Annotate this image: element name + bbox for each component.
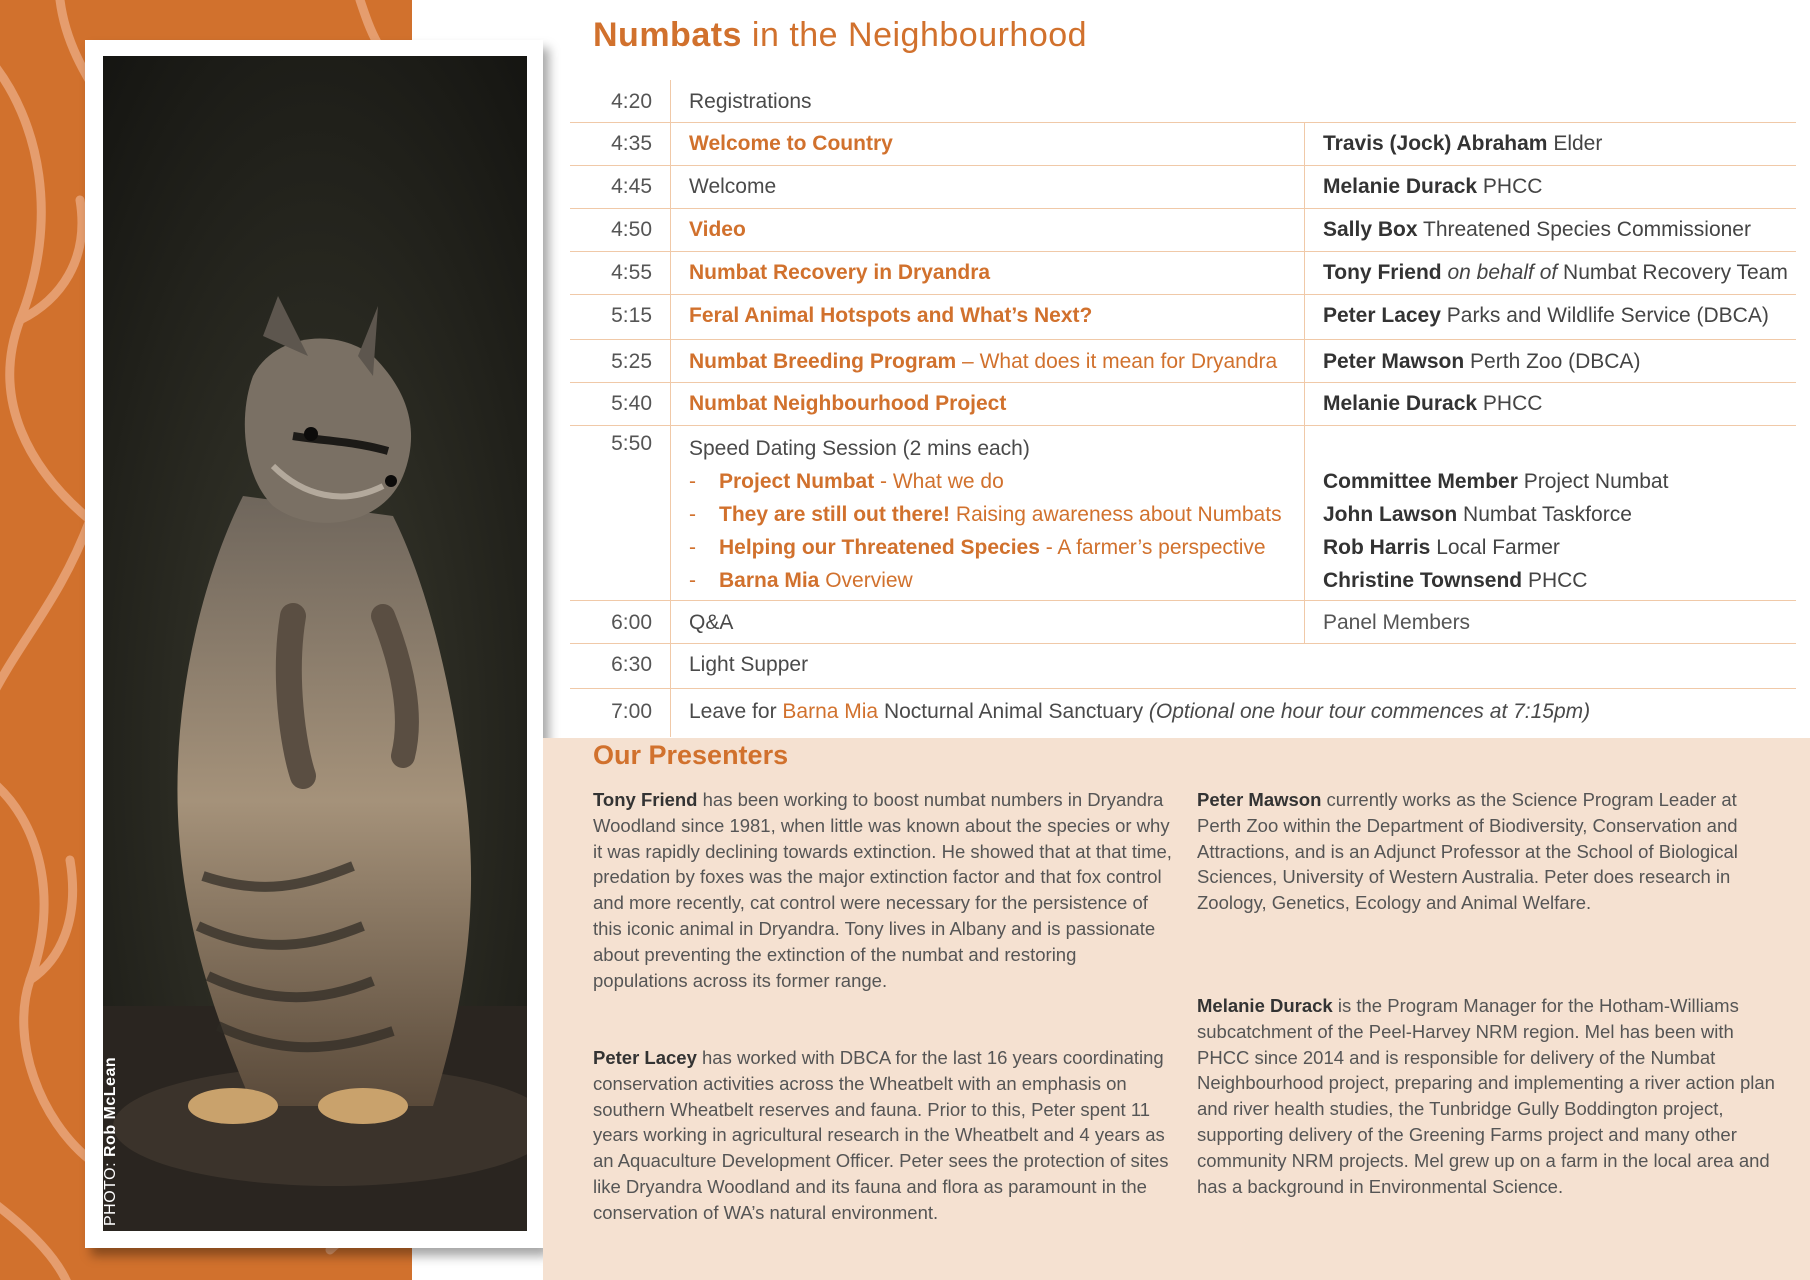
numbat-photo: [103, 56, 527, 1231]
schedule-row: [570, 600, 1796, 643]
event-cell: Registrations: [670, 80, 1796, 122]
presenter-line: Christine Townsend PHCC: [1323, 569, 1588, 592]
time-cell: 6:00: [611, 611, 652, 634]
presenter-cell: Tony Friend on behalf of Numbat Recovery Team: [1304, 252, 1796, 294]
bio-peter-lacey: Peter Lacey has worked with DBCA for the last 16 years coordinating conservation activities across the Wheatbelt with an emphasis on southern Wheatbelt reserves and fauna. Prior to this, Peter spent 11 years working in agricultural research in the Wheatbelt and 4 years as an Aquaculture Development Officer. Peter sees the protection of sites like Dryandra Woodland and its fauna and flora as paramount in the conservation of WA’s natural environment.: [593, 1047, 1169, 1223]
sub-item: - Project Numbat - What we do: [689, 470, 1004, 493]
schedule-row-speed-dating: [570, 425, 1796, 600]
session-title: Speed Dating Session (2 mins each): [689, 437, 1030, 460]
bio-melanie-durack: Melanie Durack is the Program Manager for the Hotham-Williams subcatchment of the Peel-Harvey NRM region. Mel has been with PHCC since 2014 and is responsible for delivery of the Numbat Neighbourhood project, preparing and implementing a river action plan and river health studies, the Tunbridge Gully Boddington project, supporting delivery of the Greening Farms project and many other community NRM projects. Mel grew up on a farm in the local area and has a background in Environmental Science.: [1197, 995, 1775, 1197]
event-cell: Welcome: [670, 166, 1304, 208]
time-cell: 4:20: [611, 90, 652, 113]
presenters-heading: Our Presenters: [593, 740, 789, 770]
numbat-illustration: [103, 56, 527, 1231]
photo-credit: PHOTO: Rob McLean: [102, 1056, 119, 1226]
schedule-row: [570, 80, 1796, 122]
time-cell: 6:30: [611, 653, 652, 676]
event-cell: Numbat Neighbourhood Project: [670, 383, 1304, 425]
time-cell: 5:25: [611, 350, 652, 373]
time-cell: 5:50: [611, 432, 652, 455]
schedule-row: [570, 382, 1796, 425]
event-cell: Feral Animal Hotspots and What’s Next?: [670, 295, 1304, 339]
event-cell: [670, 426, 1304, 600]
presenter-cell: Sally Box Threatened Species Commissioner: [1304, 209, 1796, 251]
sub-item: - They are still out there! Raising awareness about Numbats: [689, 503, 1282, 526]
time-cell: 4:50: [611, 218, 652, 241]
sub-item: - Barna Mia Overview: [689, 569, 913, 592]
schedule-row: [570, 122, 1796, 165]
page-title: Numbats in the Neighbourhood: [593, 16, 1088, 54]
schedule-row: [570, 208, 1796, 251]
schedule-row: [570, 251, 1796, 294]
time-cell: 5:15: [611, 304, 652, 327]
bio-peter-mawson: Peter Mawson currently works as the Science Program Leader at Perth Zoo within the Department of Biodiversity, Conservation and Attractions, and is an Adjunct Professor at the School of Biological Sciences, University of Western Australia. Peter does research in Zoology, Genetics, Ecology and Animal Welfare.: [1197, 789, 1738, 914]
presenter-line: Committee Member Project Numbat: [1323, 470, 1669, 493]
presenter-cell: Peter Mawson Perth Zoo (DBCA): [1304, 340, 1796, 382]
presenter-cell: Peter Lacey Parks and Wildlife Service (DBCA): [1304, 295, 1796, 339]
event-cell: Video: [670, 209, 1304, 251]
schedule-row: [570, 165, 1796, 208]
event-cell: Welcome to Country: [670, 123, 1304, 165]
event-cell: Numbat Breeding Program – What does it mean for Dryandra: [670, 340, 1304, 382]
time-cell: 4:35: [611, 132, 652, 155]
event-cell: Light Supper: [670, 644, 1796, 688]
event-cell: Numbat Recovery in Dryandra: [670, 252, 1304, 294]
schedule-row: [570, 643, 1796, 688]
schedule-row: [570, 294, 1796, 339]
sub-item: - Helping our Threatened Species - A farmer’s perspective: [689, 536, 1266, 559]
bio-tony-friend: Tony Friend has been working to boost numbat numbers in Dryandra Woodland since 1981, when little was known about the species or why it was rapidly declining towards extinction. He showed that at that time, predation by foxes was the major extinction factor and that fox control and more recently, cat control were necessary for the persistence of this iconic animal in Dryandra. Tony lives in Albany and is passionate about preventing the extinction of the numbat and restoring populations across its former range.: [593, 789, 1172, 991]
presenter-cell: [1304, 426, 1796, 600]
photo-frame: [85, 40, 543, 1248]
time-cell: 4:55: [611, 261, 652, 284]
schedule-row: [570, 688, 1796, 737]
time-cell: 7:00: [611, 700, 652, 723]
event-cell: Leave for Barna Mia Nocturnal Animal Sanctuary (Optional one hour tour commences at 7:15pm): [670, 689, 1796, 737]
presenter-cell: Travis (Jock) Abraham Elder: [1304, 123, 1796, 165]
schedule-table: [570, 80, 1796, 737]
event-cell: Q&A: [670, 601, 1304, 643]
time-cell: 4:45: [611, 175, 652, 198]
presenter-line: Rob Harris Local Farmer: [1323, 536, 1560, 559]
presenter-cell: Melanie Durack PHCC: [1304, 383, 1796, 425]
presenter-cell: Panel Members: [1304, 601, 1796, 643]
time-cell: 5:40: [611, 392, 652, 415]
presenter-line: John Lawson Numbat Taskforce: [1323, 503, 1632, 526]
presenter-cell: Melanie Durack PHCC: [1304, 166, 1796, 208]
schedule-row: [570, 339, 1796, 382]
